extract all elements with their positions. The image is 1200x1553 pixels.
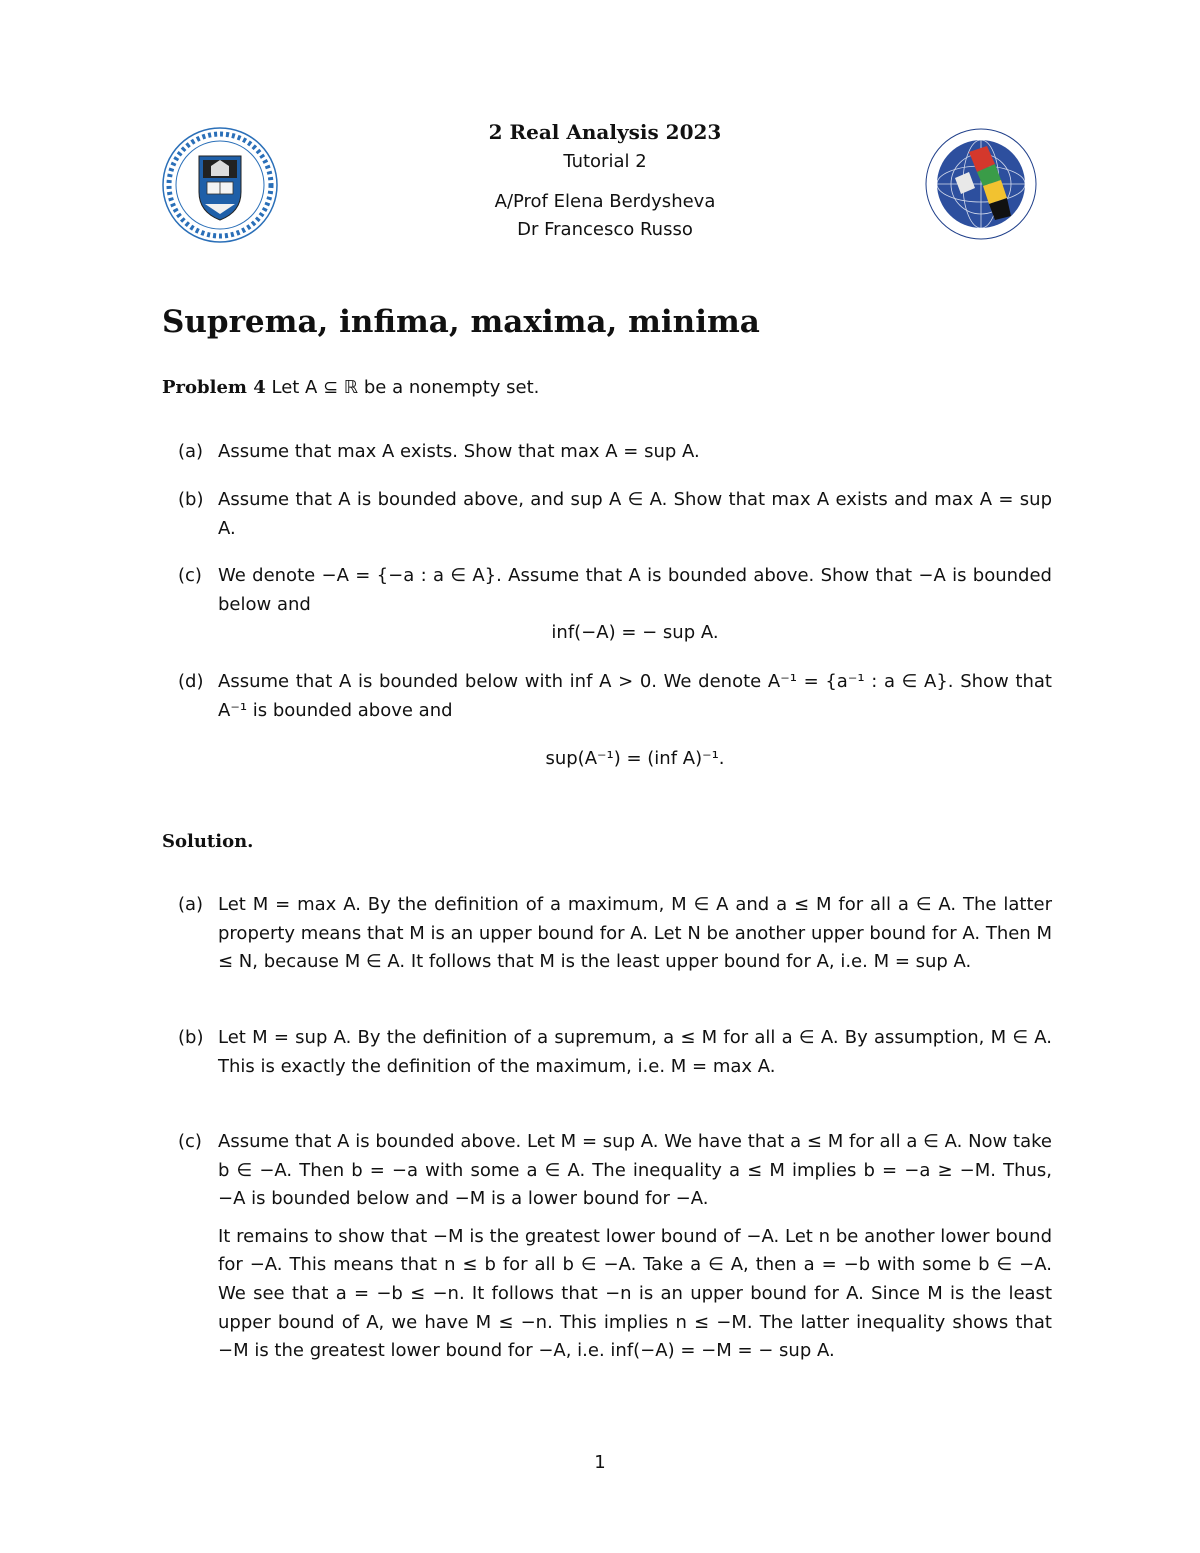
problem-text: Let A ⊆ ℝ be a nonempty set.: [271, 377, 540, 398]
maths-department-logo: [925, 128, 1037, 240]
part-text: We denote −A = {−a : a ∈ A}. Assume that A is bounded above. Show that −A is bounded below and: [218, 565, 1052, 615]
part-label: (b): [178, 1027, 204, 1048]
solution-heading: Solution.: [162, 831, 254, 852]
document-header: [400, 116, 810, 244]
part-label: (b): [178, 489, 204, 510]
lecturer-name: A/Prof Elena Berdysheva: [494, 191, 716, 212]
problem-part: [178, 438, 1052, 467]
course-title: 2 Real Analysis 2023: [488, 120, 722, 144]
lecturer-name: Dr Francesco Russo: [517, 219, 693, 240]
part-text-continued: It remains to show that −M is the greatest lower bound of −A. Let n be another lower bound for −A. This means that n ≤ b for all b ∈ −A. Take a ∈ A, then a = −b with some b ∈ −A. We see that a = −b ≤ −n. It follows that −n is an upper bound for A. Since M is the least upper bound of A, we have M ≤ −n. This implies n ≤ −M. The latter inequality shows that −M is the greatest lower bound for −A, i.e. inf(−A) = −M = − sup A.: [218, 1225, 1052, 1362]
part-text: Let M = sup A. By the definition of a supremum, a ≤ M for all a ∈ A. By assumption, M ∈ A. This is exactly the definition of the maximum, i.e. M = max A.: [218, 1027, 1052, 1077]
part-label: (a): [178, 894, 204, 915]
solution-part: [178, 1128, 1052, 1366]
tutorial-number: Tutorial 2: [563, 151, 647, 172]
display-equation: sup(A⁻¹) = (inf A)⁻¹.: [545, 748, 725, 770]
part-label: (d): [178, 671, 204, 692]
section-title: Suprema, infima, maxima, minima: [162, 304, 760, 340]
part-text: Let M = max A. By the definition of a maximum, M ∈ A and a ≤ M for all a ∈ A. The latter property means that M is an upper bound for A. Let N be another upper bound for A. Then M ≤ N, because M ∈ A. It follows that M is the least upper bound for A, i.e. M = sup A.: [218, 894, 1052, 973]
part-label: (c): [178, 565, 202, 586]
part-text: Assume that A is bounded above, and sup A ∈ A. Show that max A exists and max A = sup A.: [218, 489, 1052, 539]
problem-statement: [162, 374, 1052, 403]
solution-part: [178, 891, 1052, 977]
part-text: Assume that A is bounded below with inf A > 0. We denote A⁻¹ = {a⁻¹ : a ∈ A}. Show that A⁻¹ is bounded above and: [218, 671, 1052, 721]
problem-part: [178, 668, 1052, 774]
display-equation: inf(−A) = − sup A.: [551, 622, 719, 644]
uct-logo-seal: [161, 126, 279, 244]
solution-part: [178, 1024, 1052, 1081]
problem-label: Problem 4: [162, 377, 266, 398]
part-text: Assume that A is bounded above. Let M = sup A. We have that a ≤ M for all a ∈ A. Now take b ∈ −A. Then b = −a with some a ∈ A. The inequality a ≤ M implies b = −a ≥ −M. Thus, −A is bounded below and −M is a lower bound for −A.: [218, 1131, 1052, 1210]
problem-part: [178, 486, 1052, 543]
part-label: (a): [178, 441, 204, 462]
problem-part: [178, 562, 1052, 648]
part-label: (c): [178, 1131, 202, 1152]
part-text: Assume that max A exists. Show that max A = sup A.: [218, 441, 700, 462]
page-number: 1: [594, 1452, 606, 1473]
